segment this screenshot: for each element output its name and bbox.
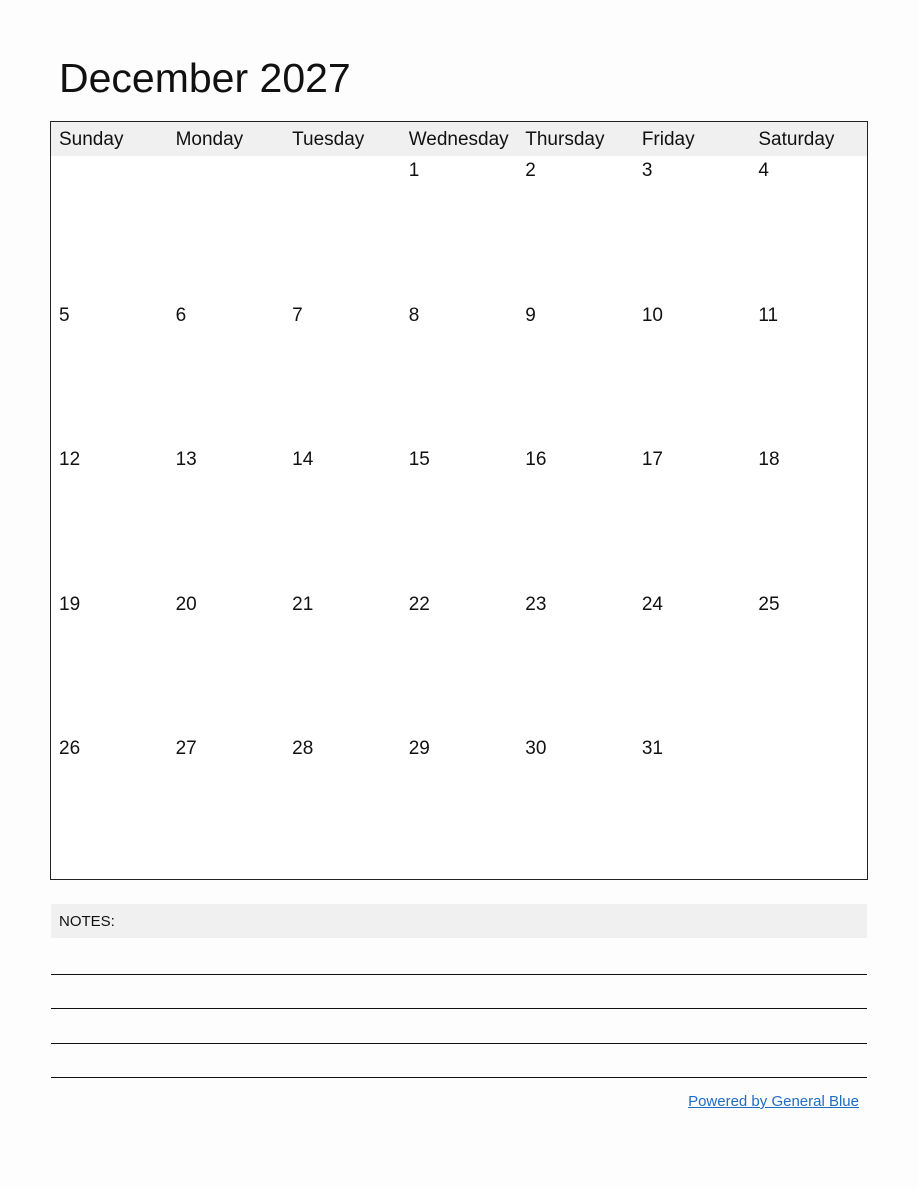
week-row <box>51 445 867 590</box>
day-cell: 18 <box>758 449 780 471</box>
day-cell: 22 <box>408 593 430 615</box>
day-cell: 29 <box>408 738 430 760</box>
day-cell: 11 <box>758 304 779 326</box>
calendar-weeks <box>51 156 867 879</box>
week-row <box>51 734 867 879</box>
day-cell: 6 <box>175 304 187 326</box>
weekday-tuesday: Tuesday <box>292 129 365 150</box>
day-cell: 20 <box>175 593 197 615</box>
day-cell: 8 <box>408 304 420 326</box>
notes-line <box>51 974 867 975</box>
notes-line <box>51 1077 867 1078</box>
day-cell: 19 <box>59 593 81 615</box>
day-cell: 31 <box>641 738 663 760</box>
day-cell: 15 <box>408 449 430 471</box>
powered-by-link[interactable]: Powered by General Blue <box>688 1093 859 1110</box>
notes-label: NOTES: <box>59 913 115 930</box>
weekday-friday: Friday <box>641 129 695 150</box>
weekday-monday: Monday <box>175 129 244 150</box>
day-cell <box>168 156 285 301</box>
day-cell: 14 <box>292 449 314 471</box>
day-cell: 2 <box>525 160 536 181</box>
day-cell <box>284 156 401 301</box>
day-cell: 23 <box>525 593 547 615</box>
day-cell: 13 <box>175 449 197 471</box>
day-cell: 5 <box>59 304 70 326</box>
day-cell: 27 <box>175 738 197 760</box>
notes-line <box>51 1008 867 1009</box>
week-row <box>51 156 867 301</box>
day-cell: 9 <box>525 304 536 326</box>
week-row <box>51 590 867 735</box>
day-cell <box>51 156 168 301</box>
day-cell: 1 <box>408 160 420 181</box>
day-cell: 25 <box>758 593 780 615</box>
day-cell: 21 <box>292 593 314 615</box>
page-title: December 2027 <box>59 55 351 101</box>
weekday-wednesday: Wednesday <box>408 129 509 150</box>
day-cell: 17 <box>641 449 663 471</box>
calendar-grid <box>50 121 868 880</box>
day-cell: 26 <box>59 738 81 760</box>
day-cell <box>750 734 867 879</box>
day-cell: 10 <box>641 304 663 326</box>
day-cell: 30 <box>525 738 547 760</box>
weekday-saturday: Saturday <box>758 129 835 150</box>
weekday-thursday: Thursday <box>525 129 605 150</box>
notes-header <box>51 904 867 938</box>
day-cell: 7 <box>292 304 303 326</box>
day-cell: 16 <box>525 449 547 471</box>
weekday-header <box>51 122 867 156</box>
weekday-sunday: Sunday <box>59 129 124 150</box>
day-cell: 12 <box>59 449 81 471</box>
day-cell: 24 <box>641 593 663 615</box>
day-cell: 3 <box>641 160 653 181</box>
notes-line <box>51 1043 867 1044</box>
week-row <box>51 301 867 446</box>
day-cell: 28 <box>292 738 314 760</box>
day-cell: 4 <box>758 160 769 181</box>
